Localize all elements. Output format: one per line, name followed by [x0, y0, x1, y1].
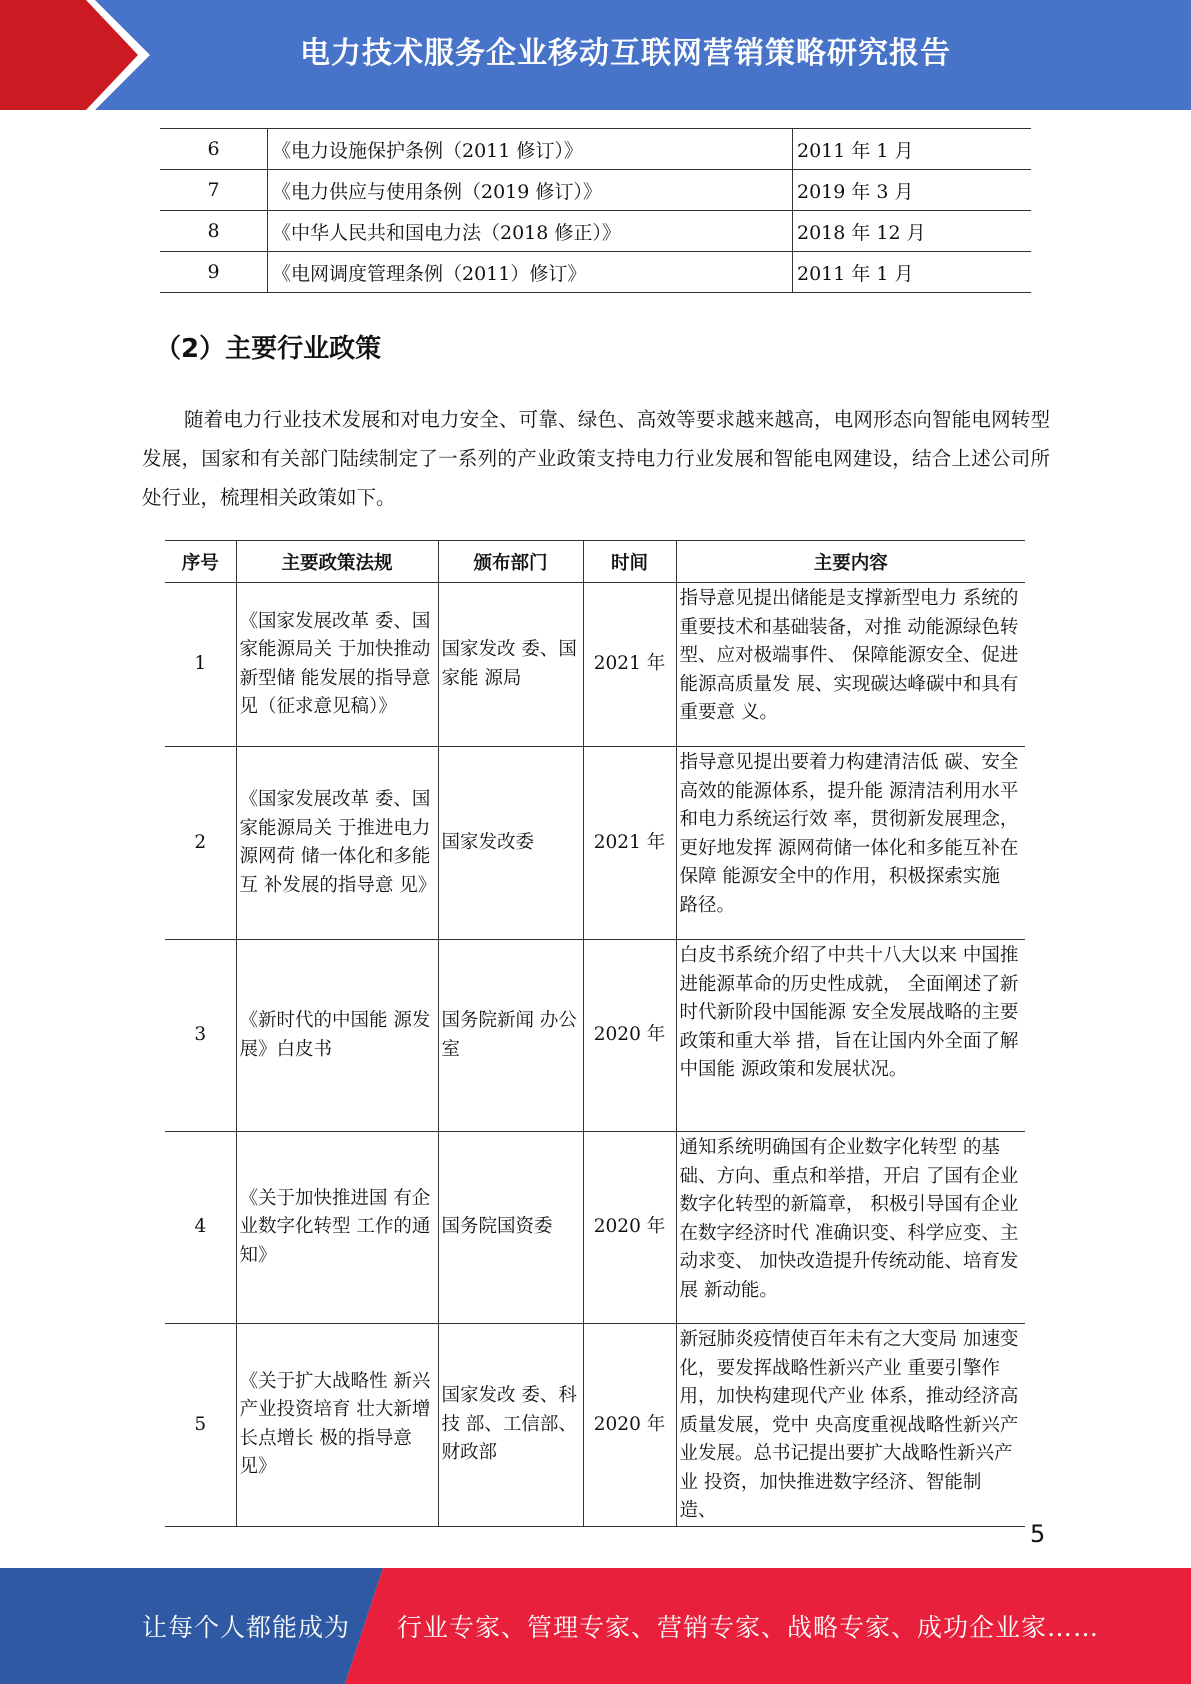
policy-content: 白皮书系统介绍了中共十八大以来 中国推进能源革命的历史性成就， 全面阐述了新时代新阶段中国能源 安全发展战略的主要政策和重大举 措，旨在让国内外全面了解中国能 源政策和发展状况。 [676, 940, 1025, 1132]
law-table [160, 128, 1031, 293]
policy-seq: 2 [165, 747, 236, 940]
table-row [165, 747, 1025, 940]
policy-content: 新冠肺炎疫情使百年未有之大变局 加速变化，要发挥战略性新兴产业 重要引擎作用，加快构建现代产业 体系，推动经济高质量发展，党中 央高度重视战略性新兴产业发展。总书记提出要扩大战略性新兴产业 投资，加快推进数字经济、智能制 造、 [676, 1324, 1025, 1527]
policy-year: 2020 年 [583, 940, 676, 1132]
footer-banner [0, 1568, 1191, 1684]
policy-year: 2021 年 [583, 583, 676, 747]
policy-name: 《国家发展改革 委、国家能源局关 于推进电力源网荷 储一体化和多能互 补发展的指导意 见》 [236, 747, 438, 940]
table-header-row [165, 541, 1025, 583]
table-row [165, 940, 1025, 1132]
policy-name: 《新时代的中国能 源发展》白皮书 [236, 940, 438, 1132]
header-seq: 序号 [165, 541, 236, 583]
header-time: 时间 [583, 541, 676, 583]
report-title: 电力技术服务企业移动互联网营销策略研究报告 [300, 36, 951, 71]
header-dept: 颁布部门 [438, 541, 583, 583]
policy-year: 2021 年 [583, 747, 676, 940]
table-row [165, 1324, 1025, 1527]
table-row [165, 583, 1025, 747]
policy-content: 指导意见提出储能是支撑新型电力 系统的重要技术和基础装备，对推 动能源绿色转型、应对极端事件、 保障能源安全、促进能源高质量发 展、实现碳达峰碳中和具有重要意 义。 [676, 583, 1025, 747]
policy-dept: 国务院国资委 [438, 1132, 583, 1324]
law-number: 9 [160, 252, 268, 293]
header-policy: 主要政策法规 [236, 541, 438, 583]
law-name: 《电网调度管理条例（2011）修订》 [268, 252, 793, 293]
policy-seq: 4 [165, 1132, 236, 1324]
table-row [160, 211, 1031, 252]
policy-content: 通知系统明确国有企业数字化转型 的基础、方向、重点和举措，开启 了国有企业数字化转型的新篇章， 积极引导国有企业在数字经济时代 准确识变、科学应变、主动求变、 加快改造提升传统动能、培育发展 新动能。 [676, 1132, 1025, 1324]
table-row [160, 252, 1031, 293]
table-row [165, 1132, 1025, 1324]
law-number: 7 [160, 170, 268, 211]
body-paragraph: 随着电力行业技术发展和对电力安全、可靠、绿色、高效等要求越来越高，电网形态向智能电网转型发展，国家和有关部门陆续制定了一系列的产业政策支持电力行业发展和智能电网建设，结合上述公司所处行业，梳理相关政策如下。 [142, 408, 1050, 509]
section-heading: （2）主要行业政策 [155, 334, 382, 364]
law-number: 8 [160, 211, 268, 252]
policy-seq: 1 [165, 583, 236, 747]
policy-dept: 国家发改 委、科技 部、工信部、财政部 [438, 1324, 583, 1527]
policy-year: 2020 年 [583, 1324, 676, 1527]
policy-year: 2020 年 [583, 1132, 676, 1324]
policy-seq: 3 [165, 940, 236, 1132]
law-date: 2011 年 1 月 [793, 129, 1032, 170]
header-banner [0, 0, 1191, 110]
policy-dept: 国务院新闻 办公室 [438, 940, 583, 1132]
policy-seq: 5 [165, 1324, 236, 1527]
footer-slogan-left: 让每个人都能成为 [142, 1613, 351, 1642]
law-date: 2019 年 3 月 [793, 170, 1032, 211]
law-name: 《中华人民共和国电力法（2018 修正）》 [268, 211, 793, 252]
law-number: 6 [160, 129, 268, 170]
law-date: 2018 年 12 月 [793, 211, 1032, 252]
policy-dept: 国家发改委 [438, 747, 583, 940]
policy-name: 《关于扩大战略性 新兴产业投资培育 壮大新增长点增长 极的指导意见》 [236, 1324, 438, 1527]
header-content: 主要内容 [676, 541, 1025, 583]
law-name: 《电力供应与使用条例（2019 修订）》 [268, 170, 793, 211]
table-row [160, 170, 1031, 211]
table-row [160, 129, 1031, 170]
law-date: 2011 年 1 月 [793, 252, 1032, 293]
policy-table [165, 540, 1025, 1527]
policy-name: 《关于加快推进国 有企业数字化转型 工作的通知》 [236, 1132, 438, 1324]
policy-dept: 国家发改 委、国家能 源局 [438, 583, 583, 747]
policy-content: 指导意见提出要着力构建清洁低 碳、安全高效的能源体系，提升能 源清洁利用水平和电力系统运行效 率，贯彻新发展理念，更好地发挥 源网荷储一体化和多能互补在保障 能源安全中的作用，积极探索实施 路径。 [676, 747, 1025, 940]
page-number: 5 [1030, 1520, 1046, 1548]
law-name: 《电力设施保护条例（2011 修订）》 [268, 129, 793, 170]
footer-slogan-right: 行业专家、管理专家、营销专家、战略专家、成功企业家…… [397, 1613, 1100, 1642]
policy-name: 《国家发展改革 委、国家能源局关 于加快推动新型储 能发展的指导意见（征求意见稿）》 [236, 583, 438, 747]
